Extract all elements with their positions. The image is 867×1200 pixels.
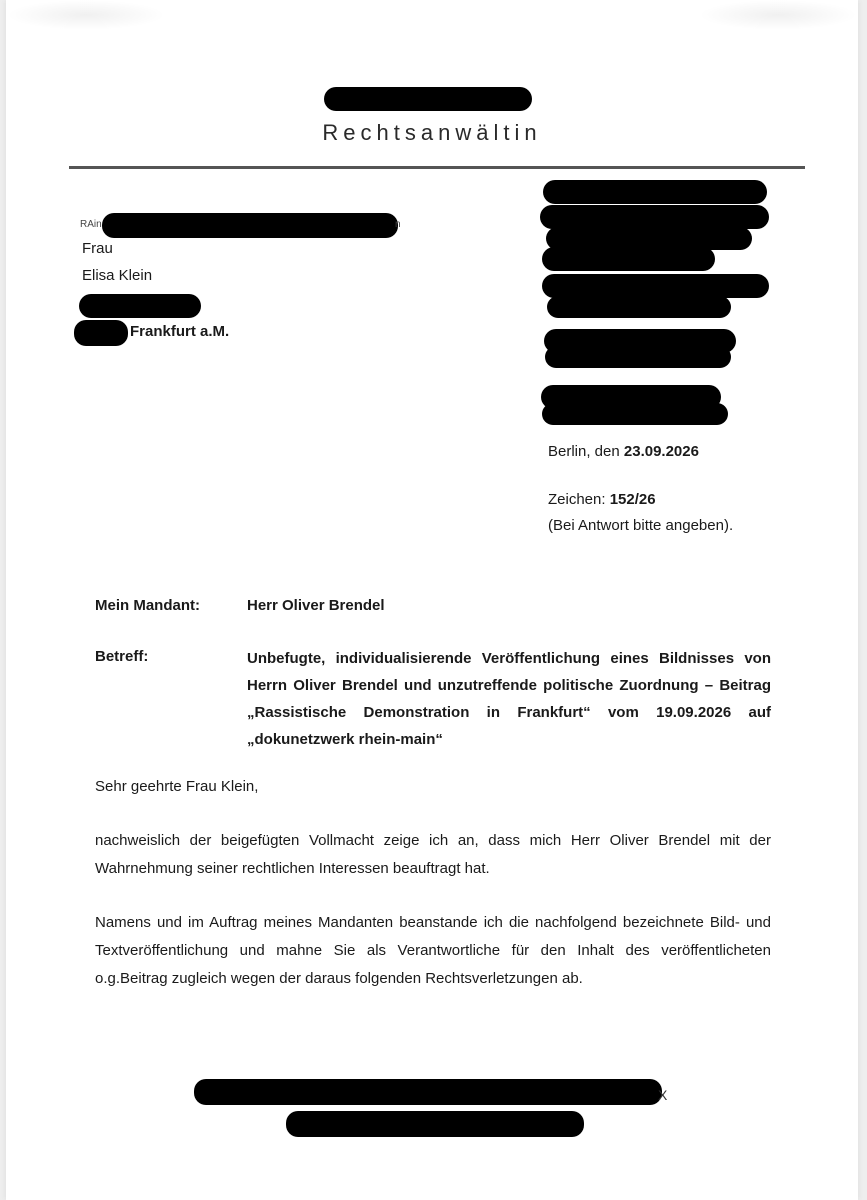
reference-line [548, 491, 656, 508]
client-label: Mein Mandant: [95, 597, 200, 614]
redacted-contact-line-5 [542, 274, 769, 298]
reference-label: Zeichen: [548, 491, 610, 508]
letterhead-divider [69, 166, 805, 169]
sender-line-suffix: n [395, 219, 401, 230]
redacted-footer-line-1 [194, 1079, 662, 1105]
footer-mark: X [658, 1087, 668, 1103]
letter-page [6, 0, 858, 1200]
redacted-lawyer-name [324, 87, 532, 111]
redacted-contact-line-4 [542, 247, 715, 271]
redacted-sender-address [102, 213, 398, 238]
page-shadow-left [6, 0, 166, 30]
date-line [548, 443, 699, 460]
recipient-city: Frankfurt a.M. [130, 323, 230, 340]
letterhead-title: Rechtsanwältin [322, 120, 542, 145]
client-value: Herr Oliver Brendel [247, 597, 385, 614]
sender-line-prefix: RAin [80, 219, 102, 230]
recipient-name: Elisa Klein [82, 267, 153, 284]
redacted-recipient-zip [74, 320, 128, 346]
subject-label: Betreff: [95, 648, 149, 665]
redacted-contact-line-8 [545, 346, 731, 368]
subject-text: Unbefugte, individualisierende Veröffentlichung eines Bildnisses von Herrn Oliver Brendel und unzutreffende politische Zuordnung – Beitrag „Rassistische Demonstration in Frankfurt“ vom 19.09.2026 auf „dokunetzwerk rhein-main“ [247, 650, 771, 748]
recipient-salutation: Frau [82, 240, 113, 257]
redacted-contact-line-2 [540, 205, 769, 229]
redacted-contact-line-10 [542, 403, 728, 425]
date-value: 23.09.2026 [623, 443, 699, 460]
redacted-contact-line-6 [547, 296, 731, 318]
redacted-contact-line-1 [543, 180, 767, 204]
date-place: Berlin, den [548, 443, 624, 460]
body-paragraph-2: Namens und im Auftrag meines Mandanten beanstande ich die nachfolgend bezeichnete Bild- und Textveröffentlichung und mahne Sie als Verantwortliche für den Inhalt des veröffentlicheten o.g.Beitrag zugleich wegen der daraus folgenden Rechtsverletzungen ab. [95, 914, 771, 987]
redacted-footer-line-2 [286, 1111, 584, 1137]
reference-value: 152/26 [609, 491, 656, 508]
greeting: Sehr geehrte Frau Klein, [95, 778, 259, 795]
reference-note: (Bei Antwort bitte angeben). [548, 517, 734, 534]
body-paragraph-1: nachweislich der beigefügten Vollmacht zeige ich an, dass mich Herr Oliver Brendel mit der Wahrnehmung seiner rechtlichen Interessen beauftragt hat. [95, 832, 771, 877]
page-shadow-right [698, 0, 858, 30]
redacted-recipient-street [79, 294, 201, 318]
